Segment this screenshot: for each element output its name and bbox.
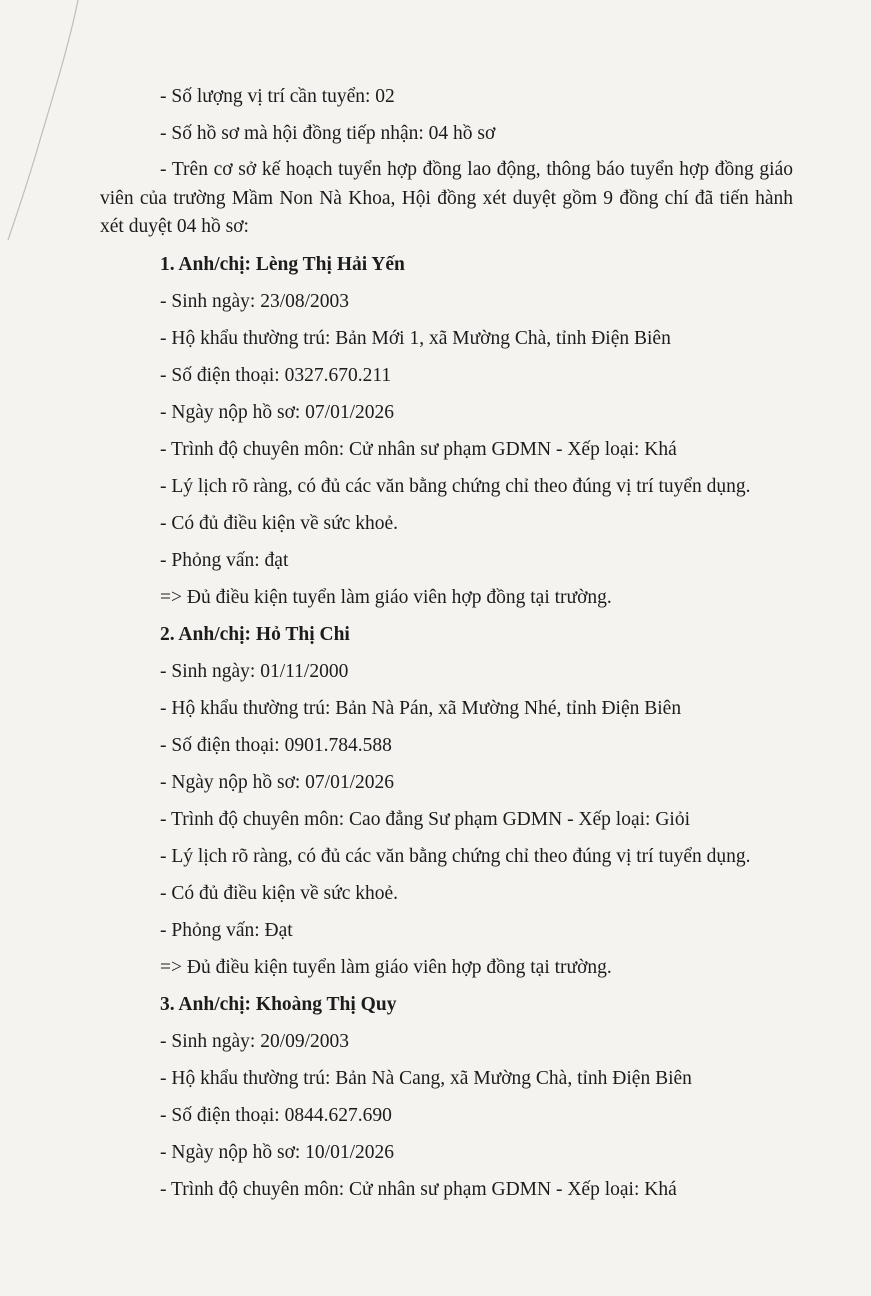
candidate-qualification: - Trình độ chuyên môn: Cử nhân sư phạm GDMN - Xếp loại: Khá: [160, 438, 677, 460]
candidate-interview: - Phỏng vấn: Đạt: [160, 919, 293, 941]
candidate-heading: 1. Anh/chị: Lèng Thị Hải Yến: [160, 253, 405, 275]
candidate-qualification: - Trình độ chuyên môn: Cử nhân sư phạm GDMN - Xếp loại: Khá: [160, 1178, 677, 1200]
candidate-birthdate: - Sinh ngày: 23/08/2003: [160, 290, 350, 312]
candidate-health: - Có đủ điều kiện về sức khoẻ.: [160, 882, 399, 904]
candidate-heading: 2. Anh/chị: Hỏ Thị Chi: [160, 623, 350, 645]
candidate-background: - Lý lịch rõ ràng, có đủ các văn bằng chứng chỉ theo đúng vị trí tuyển dụng.: [160, 475, 751, 497]
candidate-phone: - Số điện thoại: 0844.627.690: [160, 1104, 392, 1126]
positions-count-line: - Số lượng vị trí cần tuyển: 02: [160, 86, 395, 107]
candidate-birthdate: - Sinh ngày: 01/11/2000: [160, 660, 349, 682]
candidate-submission-date: - Ngày nộp hồ sơ: 07/01/2026: [160, 401, 395, 423]
applications-count-line: - Số hồ sơ mà hội đồng tiếp nhận: 04 hồ sơ: [160, 123, 496, 144]
candidate-conclusion: => Đủ điều kiện tuyển làm giáo viên hợp đồng tại trường.: [160, 956, 612, 978]
candidate-qualification: - Trình độ chuyên môn: Cao đẳng Sư phạm GDMN - Xếp loại: Giỏi: [160, 808, 690, 830]
candidate-submission-date: - Ngày nộp hồ sơ: 07/01/2026: [160, 771, 395, 793]
candidate-conclusion: => Đủ điều kiện tuyển làm giáo viên hợp đồng tại trường.: [160, 586, 612, 608]
candidate-section-1: [160, 246, 811, 616]
basis-paragraph: - Trên cơ sở kế hoạch tuyển hợp đồng lao động, thông báo tuyển hợp đồng giáo viên của trường Mầm Non Nà Khoa, Hội đồng xét duyệt gồm 9 đồng chí đã tiến hành xét duyệt 04 hồ sơ:: [100, 159, 793, 237]
candidate-health: - Có đủ điều kiện về sức khoẻ.: [160, 512, 399, 534]
candidate-phone: - Số điện thoại: 0327.670.211: [160, 364, 392, 386]
candidate-residence: - Hộ khẩu thường trú: Bản Nà Cang, xã Mường Chà, tỉnh Điện Biên: [160, 1067, 692, 1089]
candidate-submission-date: - Ngày nộp hồ sơ: 10/01/2026: [160, 1141, 395, 1163]
candidate-residence: - Hộ khẩu thường trú: Bản Nà Pán, xã Mường Nhé, tỉnh Điện Biên: [160, 697, 682, 719]
candidate-interview: - Phỏng vấn: đạt: [160, 549, 289, 571]
candidate-birthdate: - Sinh ngày: 20/09/2003: [160, 1030, 350, 1052]
candidate-section-3: [160, 986, 811, 1208]
candidate-residence: - Hộ khẩu thường trú: Bản Mới 1, xã Mường Chà, tỉnh Điện Biên: [160, 327, 671, 349]
candidate-section-2: [160, 616, 811, 986]
candidate-background: - Lý lịch rõ ràng, có đủ các văn bằng chứng chỉ theo đúng vị trí tuyển dụng.: [160, 845, 751, 867]
candidate-heading: 3. Anh/chị: Khoàng Thị Quy: [160, 993, 397, 1015]
candidate-phone: - Số điện thoại: 0901.784.588: [160, 734, 392, 756]
